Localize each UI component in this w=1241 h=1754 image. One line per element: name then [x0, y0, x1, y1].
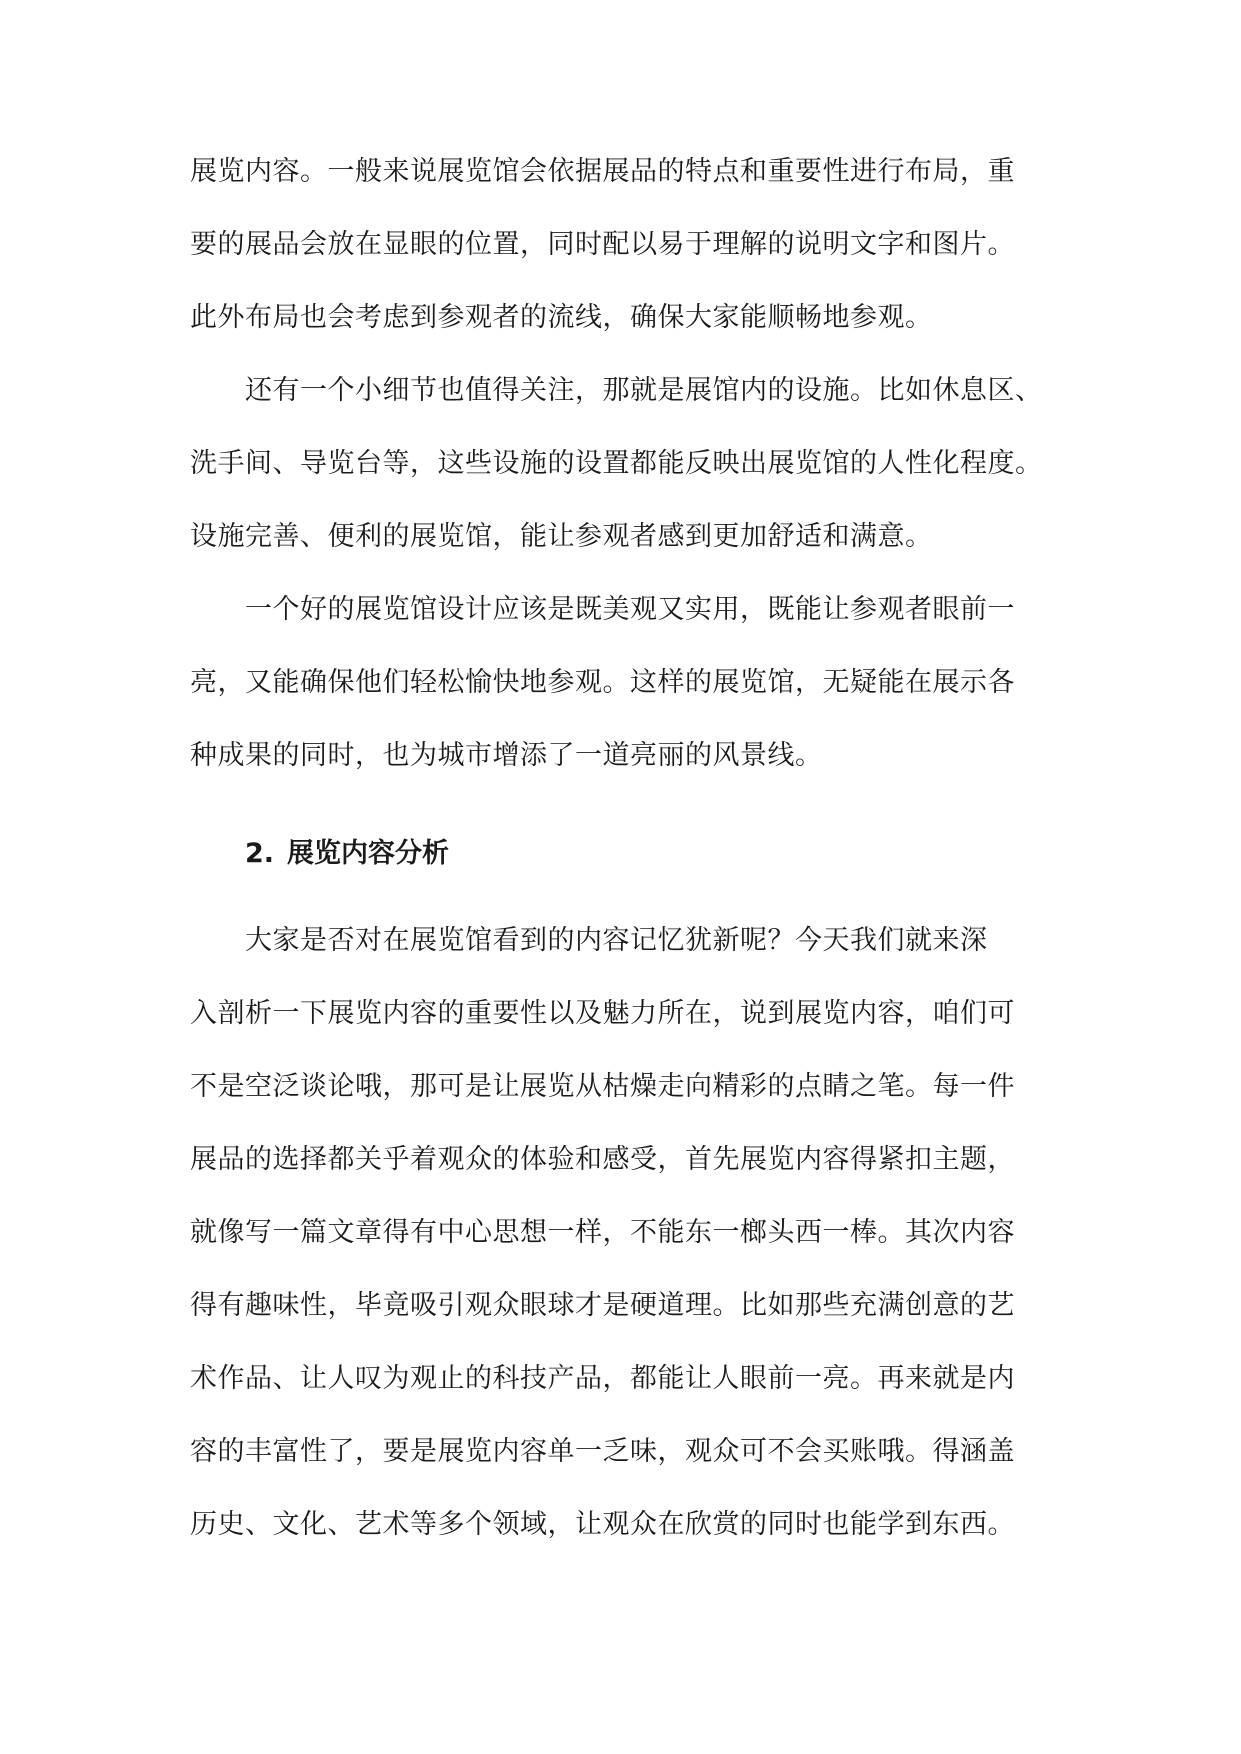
paragraph-line: 要的展品会放在显眼的位置，同时配以易于理解的说明文字和图片。 — [190, 229, 1015, 260]
paragraph-line: 得有趣味性，毕竟吸引观众眼球才是硬道理。比如那些充满创意的艺 — [190, 1290, 1015, 1321]
paragraph-line: 不是空泛谈论哦，那可是让展览从枯燥走向精彩的点睛之笔。每一件 — [190, 1071, 1015, 1102]
section-heading — [245, 836, 449, 872]
paragraph-line: 展品的选择都关乎着观众的体验和感受，首先展览内容得紧扣主题， — [190, 1144, 1015, 1175]
paragraph-line: 入剖析一下展览内容的重要性以及魅力所在，说到展览内容，咱们可 — [190, 998, 1015, 1029]
paragraph-line: 设施完善、便利的展览馆，能让参观者感到更加舒适和满意。 — [190, 521, 933, 552]
paragraph-line: 术作品、让人叹为观止的科技产品，都能让人眼前一亮。再来就是内 — [190, 1363, 1015, 1394]
paragraph-line: 历史、文化、艺术等多个领域，让观众在欣赏的同时也能学到东西。 — [190, 1509, 1015, 1540]
paragraph-line: 亮，又能确保他们轻松愉快地参观。这样的展览馆，无疑能在展示各 — [190, 667, 1015, 698]
section-number: 2. — [245, 838, 275, 869]
paragraph-line: 一个好的展览馆设计应该是既美观又实用，既能让参观者眼前一 — [190, 594, 1015, 625]
section-title: 展览内容分析 — [287, 838, 449, 869]
paragraph-line: 种成果的同时，也为城市增添了一道亮丽的风景线。 — [190, 740, 823, 771]
paragraph-line: 大家是否对在展览馆看到的内容记忆犹新呢？今天我们就来深 — [190, 925, 988, 956]
paragraph-line: 就像写一篇文章得有中心思想一样，不能东一榔头西一棒。其次内容 — [190, 1217, 1015, 1248]
paragraph-line: 此外布局也会考虑到参观者的流线，确保大家能顺畅地参观。 — [190, 302, 933, 333]
paragraph-line: 展览内容。一般来说展览馆会依据展品的特点和重要性进行布局，重 — [190, 156, 1015, 187]
paragraph-line: 容的丰富性了，要是展览内容单一乏味，观众可不会买账哦。得涵盖 — [190, 1436, 1015, 1467]
paragraph-line: 还有一个小细节也值得关注，那就是展馆内的设施。比如休息区、 — [190, 375, 1043, 406]
paragraph-line: 洗手间、导览台等，这些设施的设置都能反映出展览馆的人性化程度。 — [190, 448, 1043, 479]
